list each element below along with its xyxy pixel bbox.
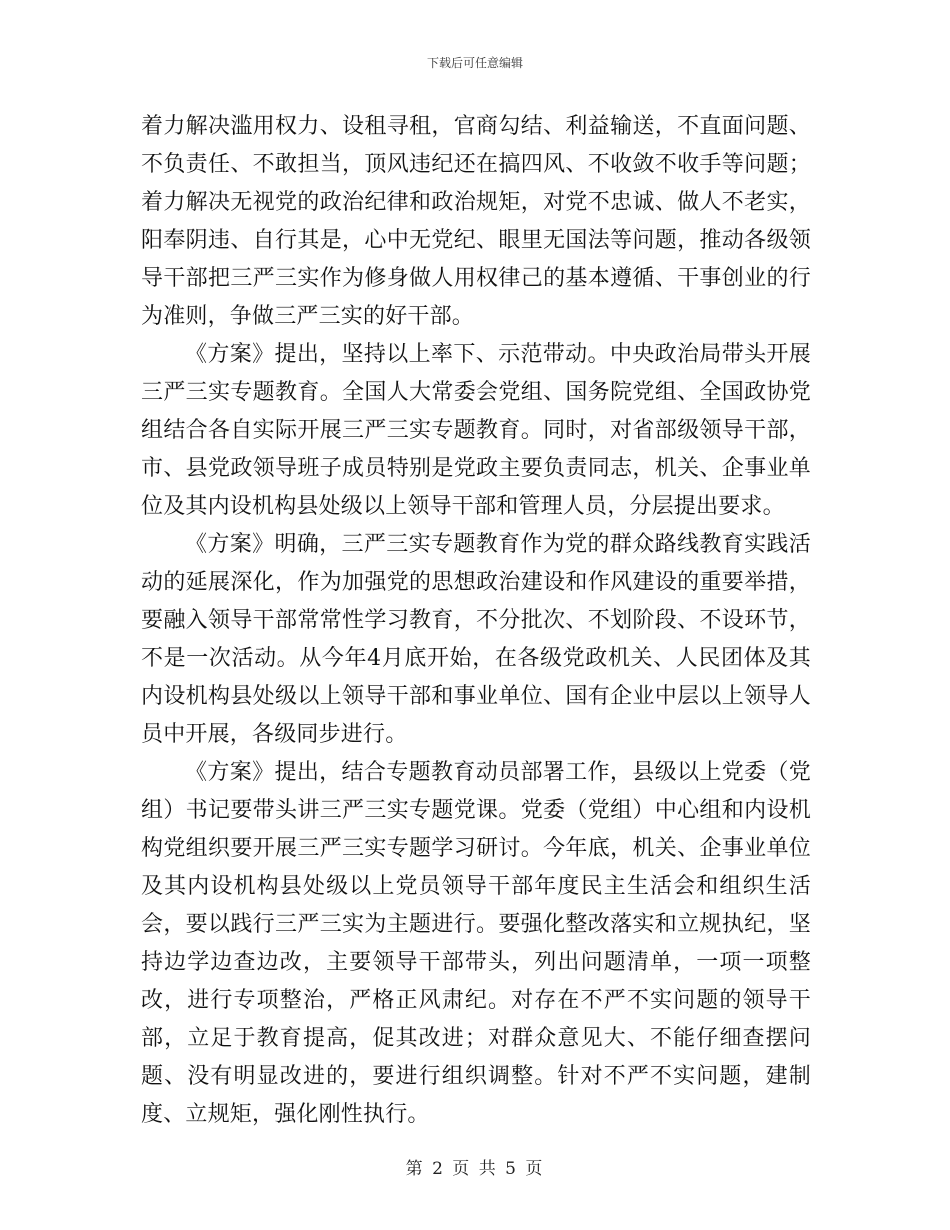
page-header: 下载后可任意编辑 [426, 56, 523, 70]
paragraph-implementation: 《方案》提出，结合专题教育动员部署工作，县级以上党委（党组）书记要带头讲三严三实专题党课。党委（党组）中心组和内设机构党组织要开展三严三实专题学习研讨。今年底，机关、企事业单位及其内设机构县处级以上党员领导干部年度民主生活会和组织生活会，要以践行三严三实为主题进行。要强化整改落实和立规执纪，坚持边学边查边改，主要领导干部带头，列出问题清单，一项一项整改，进行专项整治，严格正风肃纪。对存在不严不实问题的领导干部，立足于教育提高，促其改进；对群众意见大、不能仔细查摆问题、没有明显改进的，要进行组织调整。针对不严不实问题，建制度、立规矩，强化刚性执行。 [141, 760, 811, 1127]
document-body [141, 108, 811, 1134]
paragraph-continuation: 着力解决滥用权力、设租寻租，官商勾结、利益输送，不直面问题、不负责任、不敢担当，顶风违纪还在搞四风、不收敛不收手等问题；着力解决无视党的政治纪律和政治规矩，对党不忠诚、做人不老实，阳奉阴违、自行其是，心中无党纪、眼里无国法等问题，推动各级领导干部把三严三实作为修身做人用权律己的基本遵循、干事创业的行为准则，争做三严三实的好干部。 [141, 114, 811, 329]
page-number-footer: 第 2 页 共 5 页 [405, 1159, 545, 1179]
paragraph-leading-by-example: 《方案》提出，坚持以上率下、示范带动。中央政治局带头开展三严三实专题教育。全国人大常委会党组、国务院党组、全国政协党组结合各自实际开展三严三实专题教育。同时，对省部级领导干部，市、县党政领导班子成员特别是党政主要负责同志，机关、企事业单位及其内设机构县处级以上领导干部和管理人员，分层提出要求。 [141, 342, 811, 519]
paragraph-scope-and-timing: 《方案》明确，三严三实专题教育作为党的群众路线教育实践活动的延展深化，作为加强党的思想政治建设和作风建设的重要举措，要融入领导干部常常性学习教育，不分批次、不划阶段、不设环节，不是一次活动。从今年4月底开始，在各级党政机关、人民团体及其内设机构县处级以上领导干部和事业单位、国有企业中层以上领导人员中开展，各级同步进行。 [141, 532, 811, 747]
